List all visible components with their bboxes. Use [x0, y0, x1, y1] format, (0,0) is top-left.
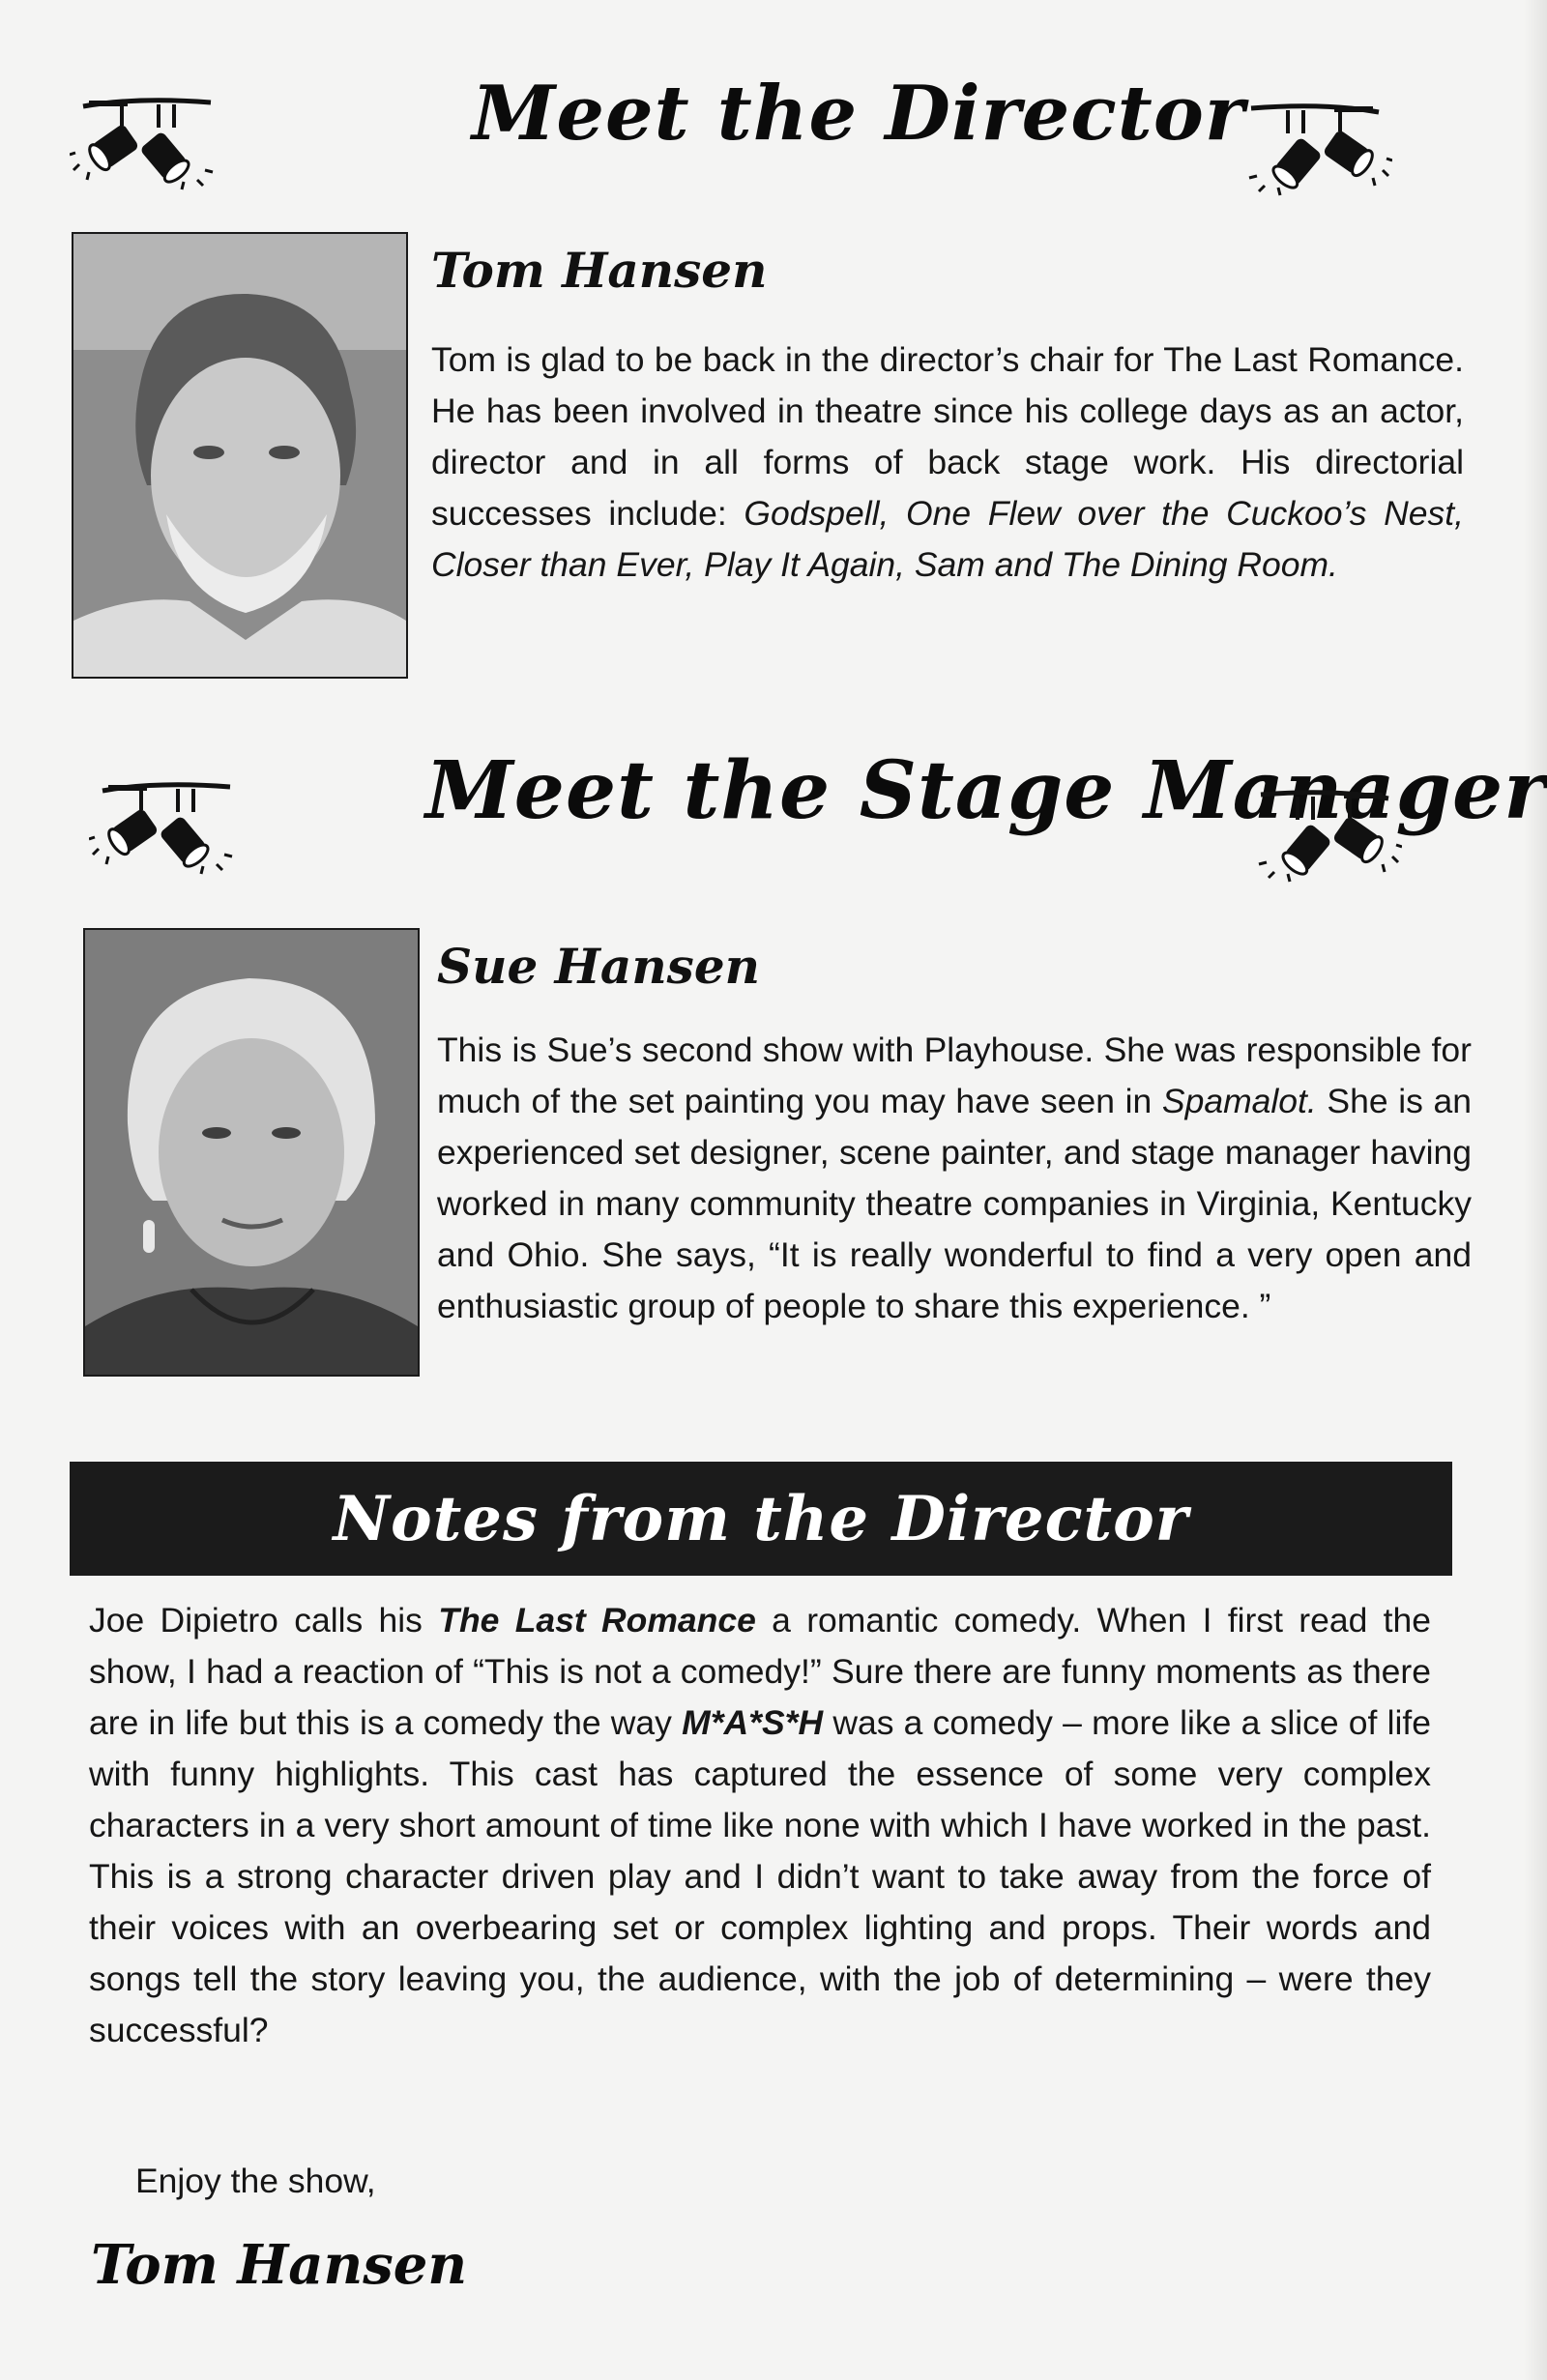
stage-light-icon [89, 773, 244, 880]
director-bio-text: Tom is glad to be back in the director’s chair for The Last Romance. He has been involved in theatre since his college days as an actor, director and in all forms of back stage work. His directorial successes include: [431, 340, 1464, 533]
notes-banner [70, 1462, 1452, 1576]
stage-manager-bio [437, 1025, 1472, 1332]
notes-show-title: The Last Romance [438, 1601, 756, 1640]
stage-manager-name: Sue Hansen [437, 938, 760, 995]
stage-light-icon [1238, 95, 1392, 201]
page-edge [1524, 0, 1547, 2380]
notes-text-1: Joe Dipietro calls his [89, 1601, 439, 1640]
notes-mash-title: M*A*S*H [682, 1703, 824, 1742]
director-bio-shows: Godspell, One Flew over the Cuckoo’s Nest, Closer than Ever, Play It Again, Sam and The Dining Room. [431, 494, 1464, 584]
notes-text-3: was a comedy – more like a slice of life with funny highlights. This cast has captured the essence of some very complex characters in a very short amount of time like none with which I have worked in the past. This is a strong character driven play and I didn’t want to take away from the force of their voices with an overbearing set or complex lighting and props. Their words and songs tell the story leaving you, the audience, with the job of determining – were they successful? [89, 1703, 1431, 2049]
notes-heading: Notes from the Director [333, 1483, 1189, 1555]
signature: Tom Hansen [91, 2233, 468, 2297]
notes-text-2: a romantic comedy. When I first read the show, I had a reaction of “This is not a comedy!” Sure there are funny moments as there are in life but this is a comedy the way [89, 1601, 1431, 1742]
stage-manager-photo [83, 928, 420, 1377]
notes-body [89, 1595, 1431, 2056]
stage-light-icon [70, 89, 224, 195]
closing-line: Enjoy the show, [135, 2162, 376, 2200]
director-photo [72, 232, 408, 679]
stage-manager-bio-text-1: This is Sue’s second show with Playhouse. She was responsible for much of the set painting you may have seen in [437, 1030, 1472, 1120]
director-name: Tom Hansen [431, 242, 768, 299]
stage-manager-bio-text-2: She is an experienced set designer, scene painter, and stage manager having worked in many community theatre companies in Virginia, Kentucky and Ohio. She says, “It is really wonderful to find a very open and enthusiastic group of people to share this experience. ” [437, 1082, 1472, 1325]
stage-light-icon [1247, 781, 1402, 887]
director-heading: Meet the Director [472, 70, 1245, 158]
stage-manager-heading: Meet the Stage Manager [425, 744, 1547, 837]
stage-manager-bio-show: Spamalot. [1161, 1082, 1317, 1120]
director-bio [431, 334, 1464, 591]
